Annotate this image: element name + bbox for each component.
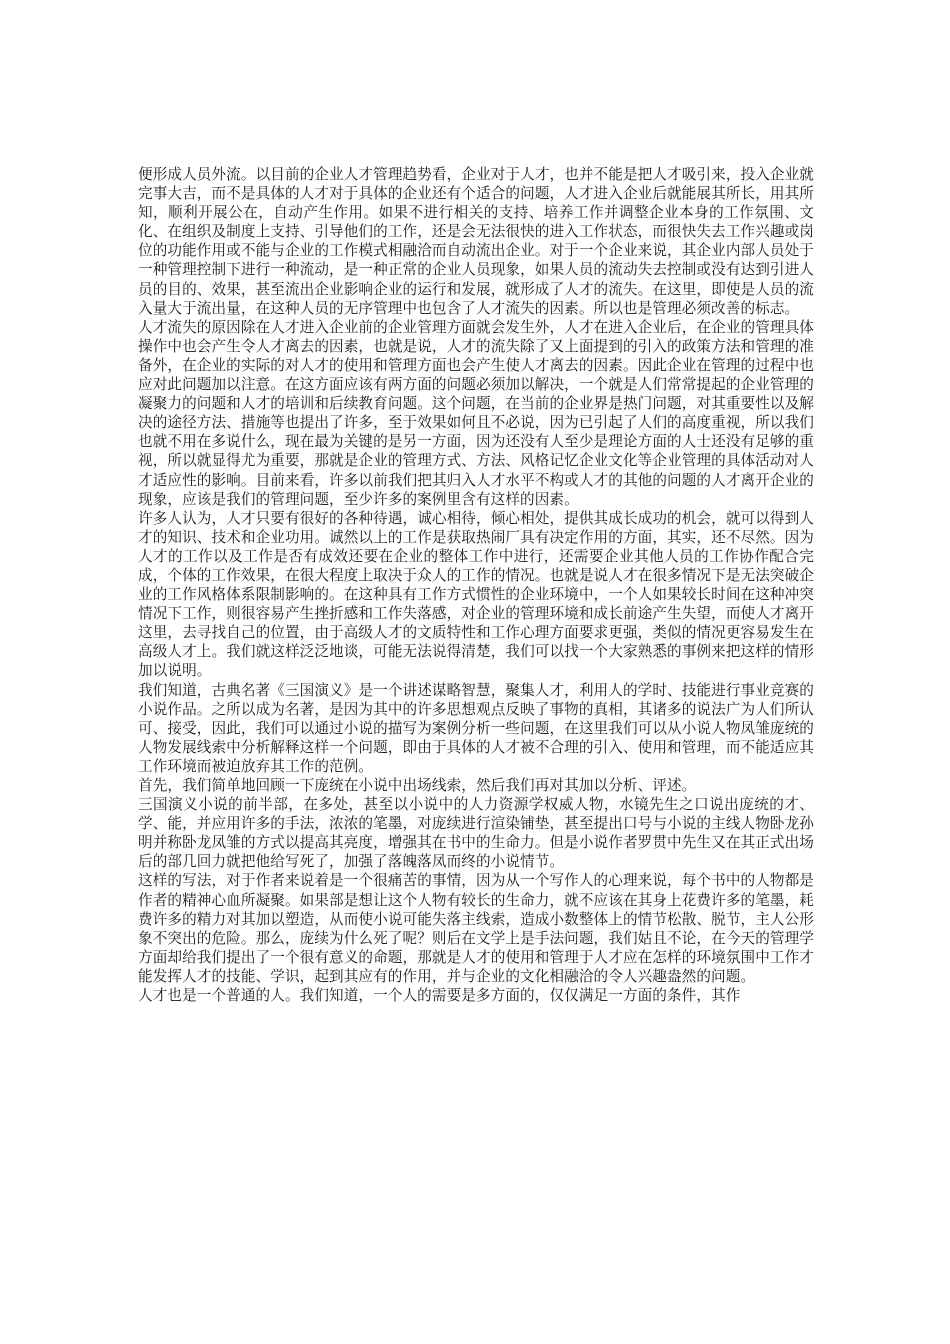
- paragraph-8: 人才也是一个普通的人。我们知道，一个人的需要是多方面的，仅仅满足一方面的条件，其作: [138, 987, 741, 1005]
- paragraph-6: 三国演义小说的前半部，在多处，甚至以小说中的人力资源学权威人物，水镜先生之口说出庞统的才、学、能，并应用许多的手法，浓浓的笔墨，对庞续进行渲染铺垫，甚至提出口号与小说的主线人物卧龙孙明并称卧龙凤雏的方式以提高其亮度，增强其在书中的生命力。但是小说作者罗贯中先生又在其正式出场后的部几回力就把他给写死了，加强了落魄落凤而终的小说情节。: [138, 796, 814, 871]
- document-body: [138, 165, 814, 1005]
- paragraph-7: 这样的写法，对于作者来说着是一个很痛苦的事情，因为从一个写作人的心理来说，每个书中的人物都是作者的精神心血所凝聚。如果部是想让这个人物有较长的生命力，就不应该在其身上花费许多的笔墨，耗费许多的精力对其加以塑造，从而使小说可能失落主线索，造成小数整体上的情节松散、脱节，主人公形象不突出的危险。那么，庞续为什么死了呢？则后在文学上是手法问题，我们姑且不论，在今天的管理学方面却给我们提出了一个很有意义的命题，那就是人才的使用和管理于人才应在怎样的环境氛围中工作才能发挥人才的技能、学识，起到其应有的作用，并与企业的文化相融洽的令人兴趣盎然的问题。: [138, 872, 814, 985]
- paragraph-1: 便形成人员外流。以目前的企业人才管理趋势看，企业对于人才，也并不能是把人才吸引来，投入企业就完事大吉，而不是具体的人才对于具体的企业还有个适合的问题，人才进入企业后就能展其所长，用其所知，顺利开展公在，自动产生作用。如果不进行相关的支持、培养工作并调整企业本身的工作氛围、文化、在组织及制度上支持、引导他们的工作，还是会无法很快的进入工作状态，而很快失去工作兴趣或岗位的功能作用或不能与企业的工作模式相融洽而自动流出企业。对于一个企业来说，其企业内部人员处于一种管理控制下进行一种流动，是一种正常的企业人员现象，如果人员的流动失去控制或没有达到引进人员的目的、效果，甚至流出企业影响企业的运行和发展，就形成了人才的流失。在这里，即使是人员的流入量大于流出量，在这种人员的无序管理中也包含了人才流失的因素。所以也是管理必须改善的标志。: [138, 166, 814, 317]
- paragraph-2: 人才流失的原因除在人才进入企业前的企业管理方面就会发生外，人才在进入企业后，在企业的管理具体操作中也会产生令人才离去的因素，也就是说，人才的流失除了又上面提到的引入的政策方法和管理的准备外，在企业的实际的对人才的使用和管理方面也会产生使人才离去的因素。因此企业在管理的过程中也应对此问题加以注意。在这方面应该有两方面的问题必须加以解决，一个就是人们常常提起的企业管理的凝聚力的问题和人才的培训和后续教育问题。这个问题，在当前的企业界是热门问题，对其重要性以及解决的途径方法、措施等也提出了许多，至于效果如何且不必说，因为已引起了人们的高度重视，所以我们也就不用在多说什么，现在最为关键的是另一方面，因为还没有人至少是理论方面的人士还没有足够的重视，所以就显得尤为重要，那就是企业的管理方式、方法、风格记忆企业文化等企业管理的具体活动对人才适应性的影响。目前来看，许多以前我们把其归入人才水平不构或人才的其他的问题的人才离开企业的现象，应该是我们的管理问题，至少许多的案例里含有这样的因素。: [138, 318, 814, 508]
- paragraph-3: 许多人认为，人才只要有很好的各种待遇，诚心相待，倾心相处，提供其成长成功的机会，就可以得到人才的知识、技术和企业功用。诚然以上的工作是获取热闹厂具有决定作用的方面，其实，还不尽然。因为人才的工作以及工作是否有成效还要在企业的整体工作中进行，还需要企业其他人员的工作协作配合完成，个体的工作效果，在很大程度上取决于众人的工作的情况。也就是说人才在很多情况下是无法突破企业的工作风格体系限制影响的。在这种具有工作方式惯性的企业环境中，一个人如果较长时间在这种冲突情况下工作，则很容易产生挫折感和工作失落感，对企业的管理环境和成长前途产生失望，而使人才离开这里，去寻找自己的位置，由于高级人才的文质特性和工作心理方面要求更强，类似的情况更容易发生在高级人才上。我们就这样泛泛地谈，可能无法说得清楚，我们可以找一个大家熟悉的事例来把这样的情形加以说明。: [138, 509, 814, 680]
- paragraph-4: 我们知道，古典名著《三国演义》是一个讲述谋略智慧，聚集人才，利用人的学时、技能进行事业竞赛的小说作品。之所以成为名著，是因为其中的许多思想观点反映了事物的真相，其诸多的说法广为人们所认可、接受，因此，我们可以通过小说的描写为案例分析一些问题，在这里我们可以从小说人物凤雏庞统的人物发展线索中分析解释这样一个问题，即由于具体的人才被不合理的引入、使用和管理，而不能适应其工作环境而被迫放弃其工作的范例。: [138, 681, 814, 775]
- paragraph-5: 首先，我们简单地回顾一下庞统在小说中出场线索，然后我们再对其加以分析、评述。: [138, 777, 697, 794]
